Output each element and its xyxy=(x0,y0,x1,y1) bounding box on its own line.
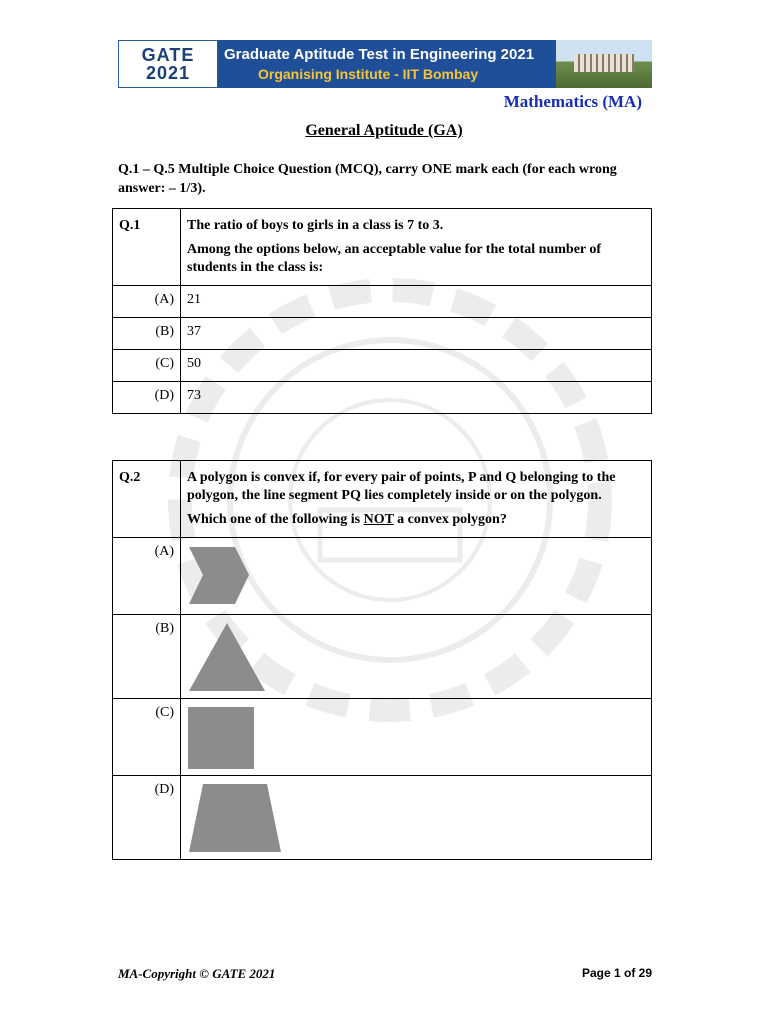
option-label: (C) xyxy=(113,350,181,382)
question-2-table xyxy=(112,460,652,860)
option-figure xyxy=(181,615,652,699)
footer-page-number: Page 1 of 29 xyxy=(581,966,652,980)
banner-subtitle: Organising Institute - IIT Bombay xyxy=(258,66,479,82)
gate-logo xyxy=(118,40,218,88)
logo-line2: 2021 xyxy=(145,63,191,83)
option-label: (D) xyxy=(113,382,181,414)
question-2-row xyxy=(113,461,652,538)
footer-copyright: MA-Copyright © GATE 2021 xyxy=(118,966,276,981)
option-figure xyxy=(181,538,652,615)
trapezoid-shape xyxy=(187,782,283,854)
campus-photo xyxy=(556,40,652,88)
option-row xyxy=(113,615,652,699)
option-label: (B) xyxy=(113,615,181,699)
option-label: (A) xyxy=(113,538,181,615)
option-label: (B) xyxy=(113,318,181,350)
subject-title: Mathematics (MA) xyxy=(503,92,642,111)
option-figure xyxy=(181,776,652,860)
option-label: (A) xyxy=(113,286,181,318)
stem-line: Among the options below, an acceptable value for the total number of students in the class is: xyxy=(187,242,602,275)
option-row xyxy=(113,538,652,615)
question-stem xyxy=(181,461,652,538)
option-label: (C) xyxy=(113,699,181,776)
chevron-shape xyxy=(187,546,251,606)
option-row xyxy=(113,286,652,318)
logo-line1: GATE xyxy=(141,45,195,65)
option-row xyxy=(113,350,652,382)
option-text: 50 xyxy=(181,350,652,382)
option-text: 37 xyxy=(181,318,652,350)
stem-text: Which one of the following is xyxy=(187,512,364,527)
question-1-row xyxy=(113,209,652,286)
banner-title: Graduate Aptitude Test in Engineering 2021 xyxy=(224,46,535,63)
question-stem xyxy=(181,209,652,286)
section-title: General Aptitude (GA) xyxy=(305,122,463,139)
stem-line: A polygon is convex if, for every pair of points, P and Q belonging to the polygon, the line segment PQ lies completely inside or on the polygon. xyxy=(187,470,616,503)
question-1-table xyxy=(112,208,652,414)
banner-text xyxy=(218,40,556,88)
option-figure xyxy=(181,699,652,776)
option-row xyxy=(113,382,652,414)
option-label: (D) xyxy=(113,776,181,860)
option-row xyxy=(113,699,652,776)
section-instructions: Q.1 – Q.5 Multiple Choice Question (MCQ), carry ONE mark each (for each wrong answer: – 1/3). xyxy=(118,162,617,196)
square-shape xyxy=(187,706,255,770)
option-row xyxy=(113,318,652,350)
option-row xyxy=(113,776,652,860)
stem-text: a convex polygon? xyxy=(393,512,507,527)
stem-line xyxy=(187,511,643,529)
option-text: 73 xyxy=(181,382,652,414)
question-number: Q.1 xyxy=(113,209,181,286)
emphasis-not: NOT xyxy=(363,512,394,527)
triangle-shape xyxy=(187,621,267,693)
campus-building xyxy=(574,54,634,72)
header-banner xyxy=(118,40,652,88)
question-number: Q.2 xyxy=(113,461,181,538)
option-text: 21 xyxy=(181,286,652,318)
stem-line: The ratio of boys to girls in a class is 7 to 3. xyxy=(187,218,444,233)
